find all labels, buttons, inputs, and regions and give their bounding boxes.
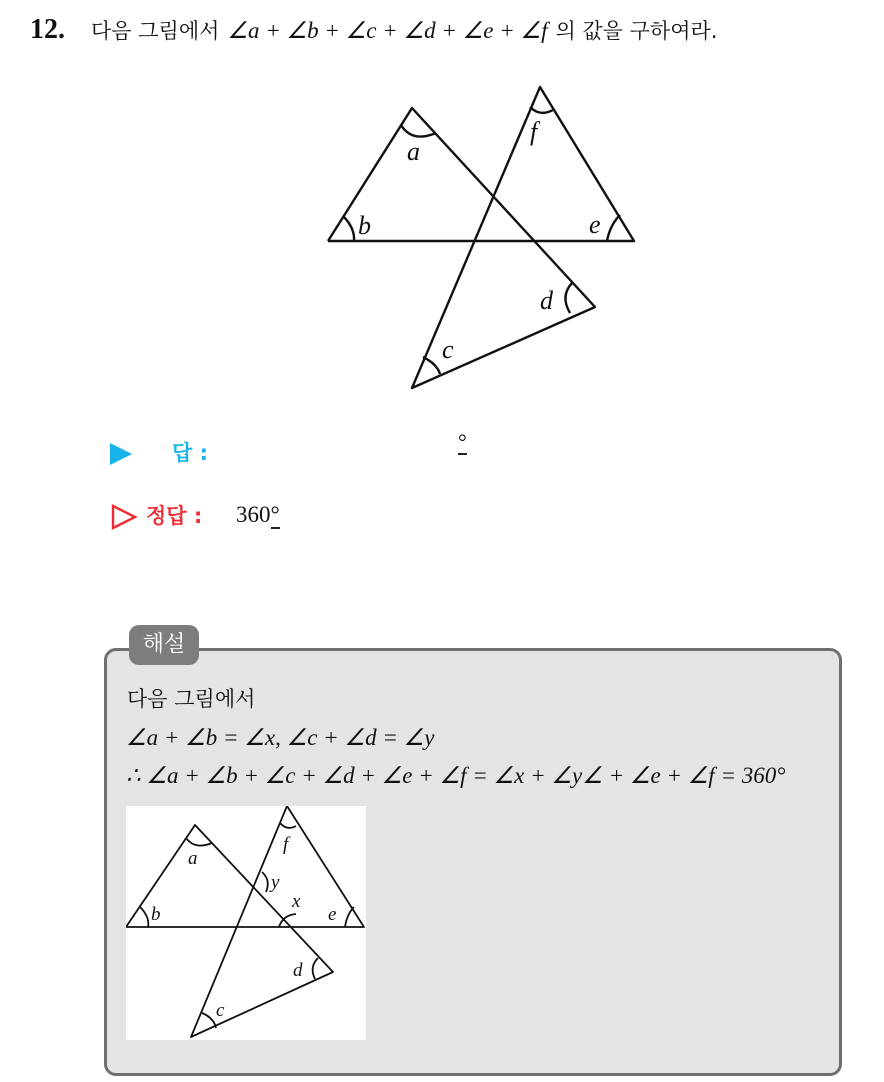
- arc-e: [607, 215, 620, 241]
- problem-number: 12.: [30, 14, 65, 45]
- label-a: a: [407, 137, 420, 166]
- arc-c: [423, 357, 440, 374]
- arc-b: [343, 216, 354, 241]
- label-b: b: [358, 211, 371, 240]
- label-d: d: [540, 286, 553, 315]
- arc-f: [530, 107, 553, 113]
- answer-label: 답 :: [172, 441, 208, 465]
- label2-f: f: [283, 834, 289, 855]
- correct-answer-row: [108, 500, 608, 534]
- label2-e: e: [328, 904, 337, 925]
- label2-y: y: [271, 872, 280, 893]
- label2-x: x: [292, 891, 301, 912]
- explanation-tab: 해설: [129, 625, 199, 665]
- label-e: e: [589, 210, 601, 239]
- arc2-f: [280, 823, 296, 828]
- arc2-b: [140, 907, 148, 927]
- label2-c: c: [216, 1000, 225, 1021]
- explanation-line-2: ∠a + ∠b = ∠x, ∠c + ∠d = ∠y: [126, 725, 435, 750]
- correct-answer-label: 정답 :: [146, 504, 203, 528]
- label2-a: a: [188, 848, 198, 869]
- explanation-line-3: ∴ ∠a + ∠b + ∠c + ∠d + ∠e + ∠f = ∠x + ∠y∠ + ∠e + ∠f = 360°: [126, 763, 786, 788]
- arc2-y: [262, 872, 268, 892]
- explanation-figure: [126, 806, 366, 1040]
- correct-unit: °: [270, 502, 280, 527]
- triangle-figure: [300, 80, 640, 400]
- correct-number: 360: [236, 502, 271, 527]
- label2-b: b: [151, 904, 161, 925]
- question-prefix: 다음 그림에서: [91, 19, 220, 43]
- label-f: f: [530, 117, 538, 146]
- arc2-d: [313, 958, 318, 979]
- correct-triangle-icon: [110, 504, 138, 530]
- question-suffix: 의 값을 구하여라.: [555, 19, 718, 43]
- label2-d: d: [293, 960, 303, 981]
- correct-answer-value: [236, 502, 280, 528]
- problem-statement: [30, 14, 870, 54]
- arc-d: [565, 283, 572, 313]
- answer-row: [108, 429, 608, 471]
- label-c: c: [442, 335, 454, 364]
- explanation-line-1: 다음 그림에서: [127, 687, 256, 711]
- answer-unit: °: [458, 429, 467, 454]
- answer-triangle-icon: [108, 442, 134, 466]
- question-expression: ∠a + ∠b + ∠c + ∠d + ∠e + ∠f: [227, 18, 548, 43]
